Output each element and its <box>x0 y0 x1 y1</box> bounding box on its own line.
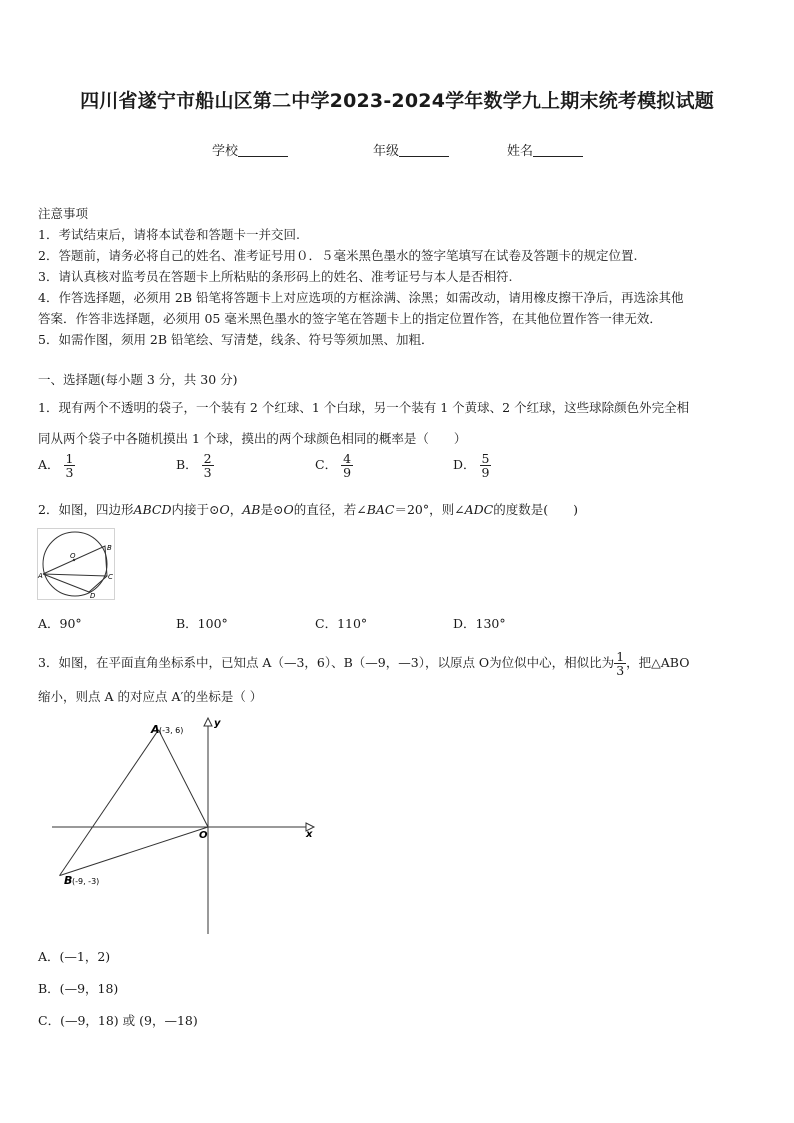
grade-field <box>373 140 449 159</box>
label-a: A <box>151 723 160 736</box>
label-c: C <box>108 573 113 581</box>
fraction: $\frac{1}{3}$ <box>65 451 74 480</box>
ratio-fraction: $\frac{1}{3}$ <box>616 649 625 678</box>
figure-frame <box>38 529 115 600</box>
coord-a: (-3, 6) <box>159 726 184 735</box>
question-2-text: 2．如图，四边形ABCD内接于⊙O，AB是⊙O的直径，若∠BAC＝20°，则∠ADC的度数是( ) <box>38 502 578 517</box>
name-blank[interactable] <box>533 143 583 157</box>
coord-b: (-9, -3) <box>72 877 100 886</box>
y-axis-arrow <box>204 718 212 726</box>
label-b: B <box>107 544 112 552</box>
notice-item: 答案．作答非选择题，必须用 05 毫米黑色墨水的签字笔在答题卡上的指定位置作答，在其他位置作答一律无效． <box>38 311 662 326</box>
label-a: A <box>38 572 43 580</box>
q3-option-b[interactable]: B．(—9，18) <box>38 981 119 996</box>
question-1-text: 1．现有两个不透明的袋子，一个装有 2 个红球、1 个白球，另一个装有 1 个黄球、2 个红球，这些球除颜色外完全相 <box>38 400 690 415</box>
label-y: y <box>214 718 221 729</box>
q1-option-d[interactable]: D． $\frac{5}{9}$ <box>453 451 490 480</box>
fraction: $\frac{4}{9}$ <box>343 451 352 480</box>
name-field <box>507 140 583 159</box>
section-heading: 一、选择题(每小题 3 分，共 30 分) <box>38 372 238 387</box>
segment-bo <box>60 827 209 876</box>
fraction: $\frac{5}{9}$ <box>481 451 490 480</box>
notice-item: 1．考试结束后，请将本试卷和答题卡一并交回. <box>38 227 300 242</box>
grade-label: 年级 <box>373 144 400 159</box>
notice-item: 3．请认真核对监考员在答题卡上所粘贴的条形码上的姓名、准考证号与本人是否相符. <box>38 269 513 284</box>
question-3-text-cont: 缩小，则点 A 的对应点 A′的坐标是（ ） <box>38 689 263 704</box>
notice-item: 5．如需作图，须用 2B 铅笔绘、写清楚，线条、符号等须加黑、加粗． <box>38 332 434 347</box>
q1-option-a[interactable]: A． $\frac{1}{3}$ <box>38 451 74 480</box>
fraction: $\frac{2}{3}$ <box>203 451 212 480</box>
school-field <box>212 140 288 159</box>
name-label: 姓名 <box>507 144 534 159</box>
q2-option-d[interactable]: D．130° <box>453 616 506 631</box>
notice-heading: 注意事项 <box>38 206 89 221</box>
notice-item: 2．答题前，请务必将自己的姓名、准考证号用０．５毫米黑色墨水的签字笔填写在试卷及答题卡的规定位置. <box>38 248 638 263</box>
label-b: B <box>64 874 73 887</box>
coordinate-figure <box>44 712 324 940</box>
segment-ao <box>159 730 209 827</box>
label-d: D <box>90 592 96 600</box>
label-x: x <box>306 829 313 840</box>
school-blank[interactable] <box>238 143 288 157</box>
q3-option-a[interactable]: A．(—1，2) <box>38 949 111 964</box>
notice-item: 4．作答选择题，必须用 2B 铅笔将答题卡上对应选项的方框涂满、涂黑；如需改动，请用橡皮擦干净后，再选涂其他 <box>38 290 684 305</box>
school-label: 学校 <box>212 144 239 159</box>
question-1-text-cont: 同从两个袋子中各随机摸出 1 个球，摸出的两个球颜色相同的概率是（ ） <box>38 431 467 446</box>
q1-option-c[interactable]: C． $\frac{4}{9}$ <box>315 451 352 480</box>
label-o: O <box>70 552 76 560</box>
grade-blank[interactable] <box>399 143 449 157</box>
segment-ab <box>60 730 159 876</box>
q3-option-c[interactable]: C．(—9，18) 或 (9，—18) <box>38 1013 198 1028</box>
question-3-text: 3．如图，在平面直角坐标系中，已知点 A（—3，6）、B（—9，—3），以原点 O为位似中心，相似比为 $\frac{1}{3}$ ，把△ABO <box>38 649 690 678</box>
label-o: O <box>199 830 208 841</box>
segment-ac <box>43 574 107 576</box>
q2-option-b[interactable]: B．100° <box>176 616 228 631</box>
circle-figure <box>37 528 115 600</box>
q1-option-b[interactable]: B． $\frac{2}{3}$ <box>176 451 212 480</box>
q2-option-a[interactable]: A．90° <box>38 616 82 631</box>
page-title: 四川省遂宁市船山区第二中学2023-2024学年数学九上期末统考模拟试题 <box>80 90 714 112</box>
q2-option-c[interactable]: C．110° <box>315 616 368 631</box>
